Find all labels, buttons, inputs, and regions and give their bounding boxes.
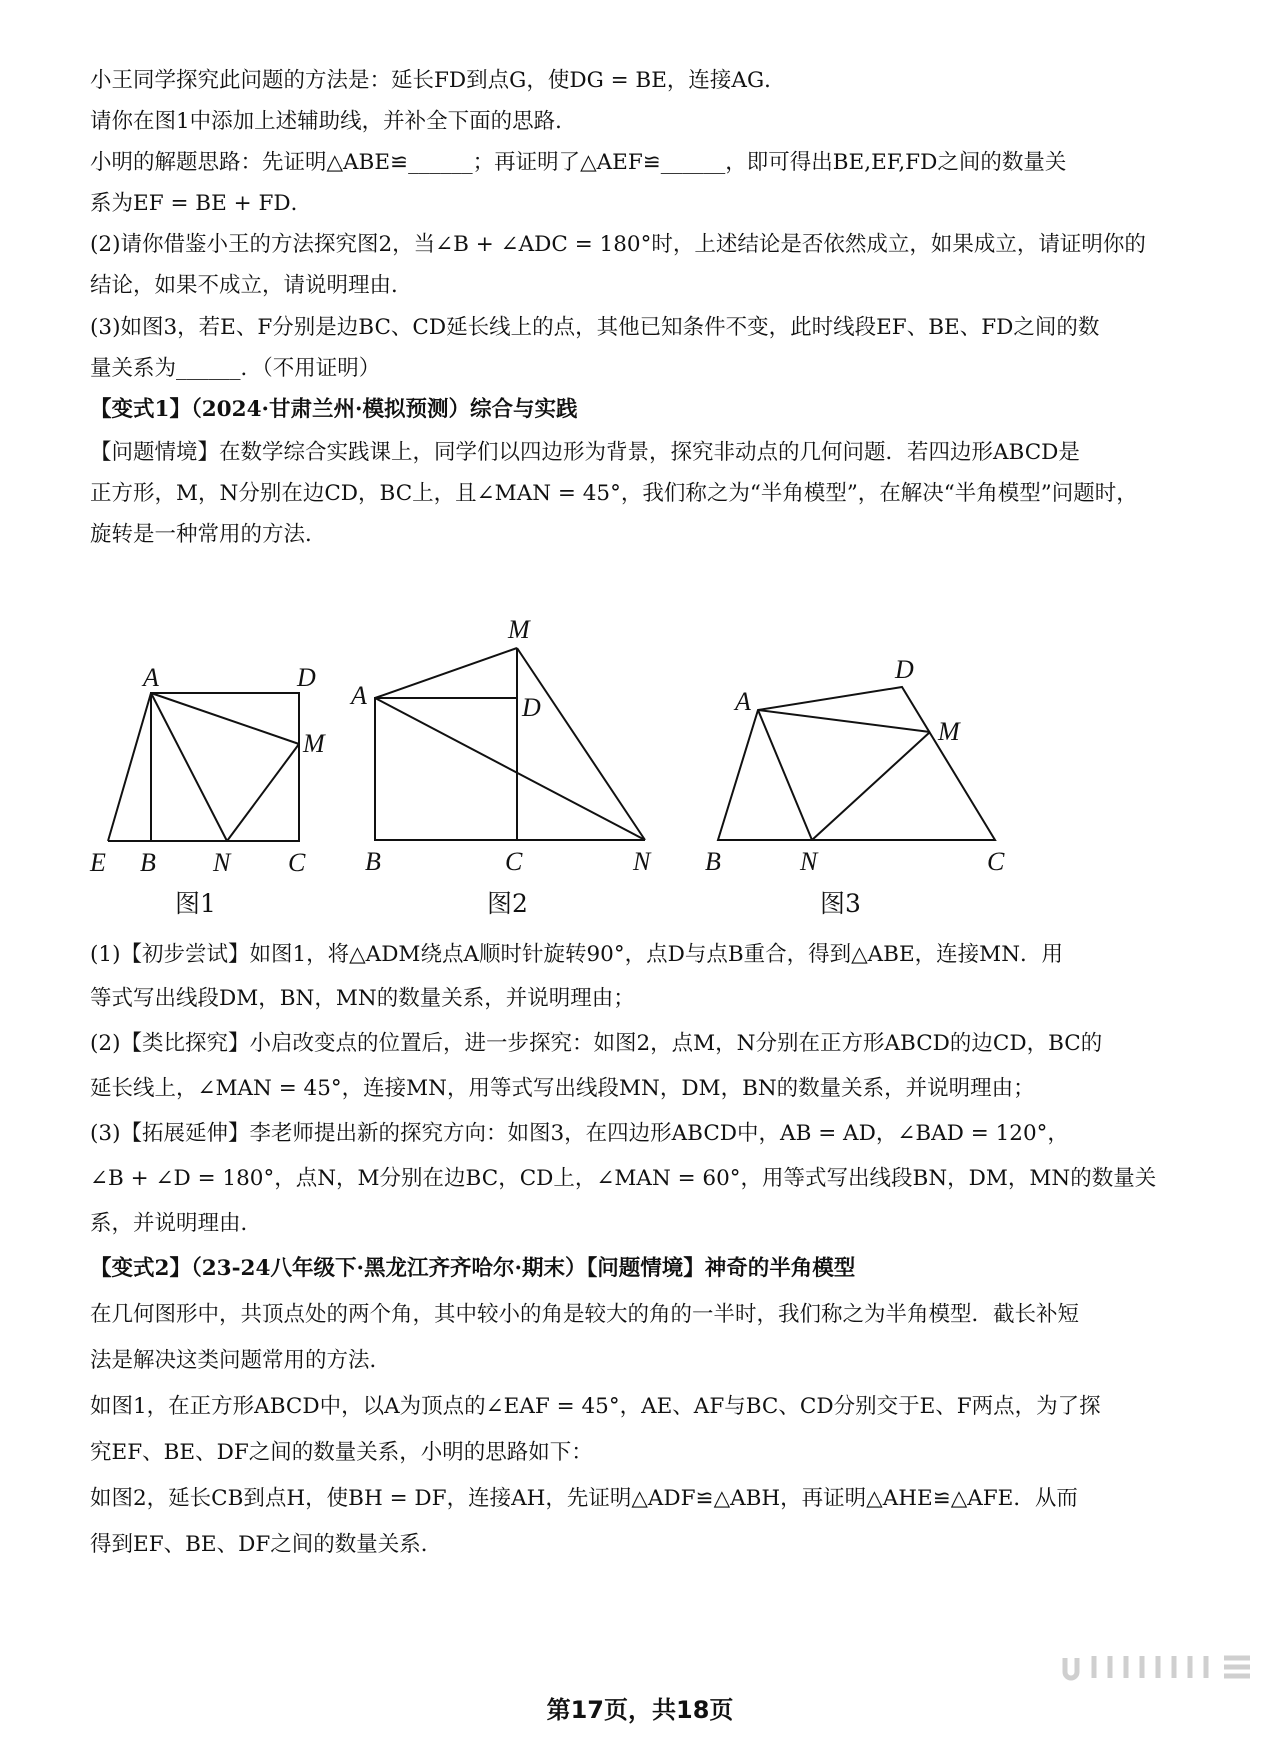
text-line: (3)【拓展延伸】李老师提出新的探究方向：如图3，在四边形ABCD中，AB = AD，∠BAD = 120°， [90, 1121, 1069, 1146]
label-b: B [365, 847, 381, 876]
label-a: A [351, 681, 367, 710]
text-line: 小明的解题思路：先证明△ABE≌______；再证明了△AEF≌______，即可得出BE,EF,FD之间的数量关 [90, 150, 1067, 175]
label-b: B [705, 847, 721, 876]
text-line: 小王同学探究此问题的方法是：延长FD到点G，使DG = BE，连接AG． [90, 68, 786, 93]
segment-am [375, 648, 517, 698]
label-d: D [895, 655, 914, 684]
segment-mn [517, 648, 645, 840]
label-c: C [987, 847, 1005, 876]
text-line: 如图1，在正方形ABCD中，以A为顶点的∠EAF = 45°，AE、AF与BC、CD分别交于E、F两点，为了探 [90, 1394, 1101, 1419]
text-line: (3)如图3，若E、F分别是边BC、CD延长线上的点，其他已知条件不变，此时线段EF、BE、FD之间的数 [90, 315, 1100, 340]
figure-2 [345, 620, 675, 880]
text-line: (2)请你借鉴小王的方法探究图2，当∠B + ∠ADC = 180°时，上述结论是否依然成立，如果成立，请证明你的 [90, 232, 1146, 257]
segment-am [758, 710, 930, 732]
figure-3-caption: 图3 [820, 889, 861, 918]
text-line: 正方形，M，N分别在边CD，BC上，且∠MAN = 45°，我们称之为“半角模型”，在解决“半角模型”问题时， [90, 481, 1138, 506]
figure-1-caption: 图1 [175, 889, 216, 918]
text-line: 得到EF、BE、DF之间的数量关系． [90, 1532, 443, 1557]
segment-ae [108, 693, 151, 841]
segment-nm [812, 732, 930, 840]
text-line: 等式写出线段DM，BN，MN的数量关系，并说明理由； [90, 986, 635, 1011]
figure-1 [85, 650, 335, 880]
label-a: A [143, 663, 159, 692]
label-m: M [938, 717, 960, 746]
label-m: M [508, 620, 530, 644]
label-e: E [90, 848, 106, 877]
text-line: 系，并说明理由． [90, 1211, 263, 1236]
label-d: D [522, 693, 541, 722]
section-heading: 【变式1】（2024·甘肃兰州·模拟预测）综合与实践 [90, 397, 578, 422]
figure-1-diagram [85, 650, 335, 880]
text-line: 如图2，延长CB到点H，使BH = DF，连接AH，先证明△ADF≌△ABH，再证明△AHE≌△AFE．从而 [90, 1486, 1078, 1511]
label-n: N [800, 847, 818, 876]
segment-an [758, 710, 812, 840]
text-line: 旋转是一种常用的方法． [90, 522, 327, 547]
label-n: N [633, 847, 651, 876]
text-line: ∠B + ∠D = 180°，点N，M分别在边BC，CD上，∠MAN = 60°，用等式写出线段BN，DM，MN的数量关 [90, 1166, 1157, 1191]
watermark-marks [1060, 1650, 1260, 1692]
text-line: 量关系为______．（不用证明） [90, 356, 381, 381]
segment-an [375, 698, 645, 840]
square-abcd [151, 693, 299, 841]
square-abcd [375, 698, 517, 840]
text-line: (2)【类比探究】小启改变点的位置后，进一步探究：如图2，点M，N分别在正方形ABCD的边CD，BC的 [90, 1031, 1103, 1056]
text-line: 在几何图形中，共顶点处的两个角，其中较小的角是较大的角的一半时，我们称之为半角模型．截长补短 [90, 1302, 1080, 1327]
segment-nm [227, 744, 299, 841]
text-line: 请你在图1中添加上述辅助线，并补全下面的思路． [90, 109, 577, 134]
text-line: 延长线上，∠MAN = 45°，连接MN，用等式写出线段MN，DM，BN的数量关系，并说明理由； [90, 1076, 1035, 1101]
text-line: 系为EF = BE + FD． [90, 191, 313, 216]
text-line: 究EF、BE、DF之间的数量关系，小明的思路如下： [90, 1440, 593, 1465]
page-footer: 第17页，共18页 [546, 1696, 734, 1724]
label-m: M [303, 729, 325, 758]
figure-3-diagram [690, 650, 1020, 880]
label-a: A [735, 687, 751, 716]
text-line: 【问题情境】在数学综合实践课上，同学们以四边形为背景，探究非动点的几何问题．若四边形ABCD是 [90, 440, 1080, 465]
figure-2-caption: 图2 [487, 889, 528, 918]
label-c: C [505, 847, 523, 876]
text-line: (1)【初步尝试】如图1，将△ADM绕点A顺时针旋转90°，点D与点B重合，得到△ABE，连接MN．用 [90, 942, 1064, 967]
label-b: B [140, 848, 156, 877]
watermark-icon [1060, 1650, 1260, 1684]
text-line: 法是解决这类问题常用的方法． [90, 1348, 392, 1373]
figure-2-diagram [345, 620, 675, 880]
label-d: D [297, 663, 316, 692]
text-line: 结论，如果不成立，请说明理由． [90, 273, 413, 298]
label-n: N [213, 848, 231, 877]
section-heading: 【变式2】（23-24八年级下·黑龙江齐齐哈尔·期末）【问题情境】神奇的半角模型 [90, 1256, 856, 1281]
label-c: C [288, 848, 306, 877]
figure-3 [690, 650, 1020, 880]
